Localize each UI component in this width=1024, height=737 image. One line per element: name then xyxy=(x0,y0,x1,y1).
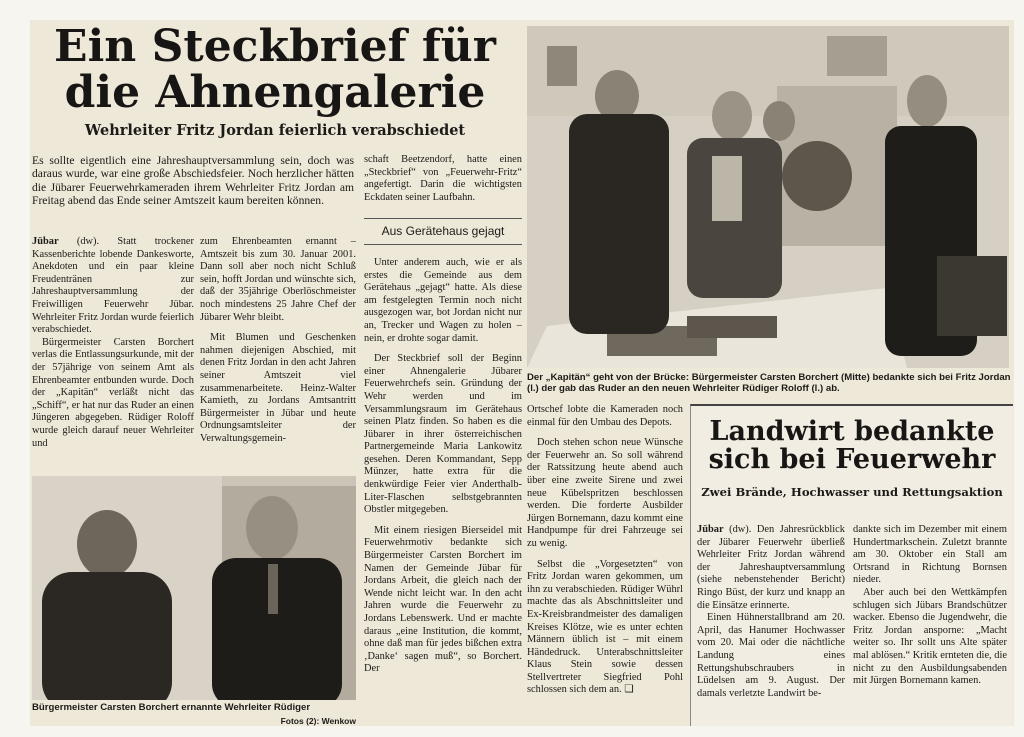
photo-appointment-caption: Bürgermeister Carsten Borchert ernannte Wehrleiter Rüdiger xyxy=(32,702,311,713)
photo-credit: Fotos (2): Wenkow xyxy=(280,716,356,726)
article2-col1-paragraph-2: Einen Hühnerstallbrand am 20. April, das Hanumer Hochwasser vom 20. Mai oder die nächtliche Landung eines Rettungshubschraubers in Lüdelsen am 9. August. Der damals verletzte Landwirt be- xyxy=(697,612,845,699)
article1-col4-paragraph-1: Ortschef lobte die Kameraden noch einmal für den Umbau des Depots. xyxy=(527,404,683,428)
article2-subheadline: Zwei Brände, Hochwasser und Rettungsaktion xyxy=(701,484,1003,499)
article2-column-2 xyxy=(853,524,1007,724)
article1-col3-subheading: Aus Gerätehaus gejagt xyxy=(364,218,522,245)
newspaper-clipping xyxy=(30,20,1014,726)
article2-box xyxy=(690,404,1013,726)
article1-col3-paragraph-2: Unter anderem auch, wie er als erstes die Gemeinde aus dem Gerätehaus „gejagt“ hatte. Als diese am festgelegten Termin noch nicht ausgezogen war, bot Jordan nicht nur an, Trecker und Wagen zu holen – nein, er drohte sogar damit. xyxy=(364,256,522,344)
article1-column-1 xyxy=(32,236,194,472)
article1-headline xyxy=(30,21,520,119)
article2-col1-paragraph-1: Jübar (dw). Den Jahresrückblick der Jübarer Feuerwehr überließ Wehrleiter Fritz Jordan während der Jahreshauptversammlung (siehe nebenstehender Bericht) Ringo Büst, der kurz und knapp an die Einsätze erinnerte. xyxy=(697,524,845,611)
photo-appointment-image xyxy=(32,476,356,700)
article1-col4-paragraph-3: Selbst die „Vorgesetzten“ von Fritz Jordan waren gekommen, um ihn zu verabschieden. Rüdiger Wührl machte das als Abschnittsleiter und Ex-Kreisbrandmeister des damaligen Kreises Klötze, wie es unter echten Männern üblich ist – mit einem Händedruck. Unterabschnittsleiter Klaus Stein sowie dessen Stellvertreter Siegfried Pohl schlossen sich dem an. ❏ xyxy=(527,558,683,696)
article1-headline-line2: die Ahnengalerie xyxy=(64,67,486,119)
article1-byline: Jübar xyxy=(32,236,59,247)
article1-col2-paragraph-2: Mit Blumen und Geschenken nahmen diejenigen Abschied, mit denen Fritz Jordan in den acht Jahren seiner Amtszeit viel zusammenarbeitete. Heinz-Walter Kamieth, zu Jordans Amtsantritt Bürgermeister in Jübar und heute Ordnungsamtsleiter der Verwaltungsgemein- xyxy=(200,332,356,444)
article1-col3-paragraph-1: schaft Beetzendorf, hatte einen „Steckbrief“ von „Feuerwehr-Fritz“ angefertigt. Darin die wichtigsten Eckdaten seiner Laufbahn. xyxy=(364,154,522,203)
article1-column-2 xyxy=(200,236,356,472)
article1-headline-block xyxy=(30,20,520,139)
article2-col2-paragraph-1: dankte sich im Dezember mit einem Hundertmarkschein. Zuletzt brannte am 30. Oktober ein Stall am Ortsrand in Richtung Bornsen nieder. xyxy=(853,524,1007,586)
article1-lead: Es sollte eigentlich eine Jahreshauptversammlung sein, doch was daraus wurde, war eine große Abschiedsfeier. Noch herzlicher hätten die Jübarer Feuerwehrkameraden ihrem Wehrleiter Fritz Jordan am Freitag abend das Ende seiner Amtszeit kaum bereiten können. xyxy=(32,154,354,208)
article2-byline: Jübar xyxy=(697,524,724,535)
photo-appointment xyxy=(32,476,356,700)
article1-col3-paragraph-4: Mit einem riesigen Bierseidel mit Feuerwehrmotiv bedankte sich Bürgermeister Carsten Borchert im Namen der Gemeinde Jübar für Jordans Arbeit, die gleich nach der Wende nicht leicht war. In den acht Jahren wurde die Feuerwehr zu Jordans Lebenswerk. Und er machte daraus „eine Institution, die kommt, ohne daß man für jedes bißchen extra ‚Danke‘ sagen muß“, so Borchert. Der xyxy=(364,524,522,675)
article1-col3-paragraph-3: Der Steckbrief soll der Beginn einer Ahnengalerie Jübarer Feuerwehrchefs sein. Gründung der Wehr werden und im Versammlungsraum im Gerätehaus seinen Platz finden. So haben es die Jübarer in ihrer österreichischen Partnergemeinde Maria Lankowitz gesehen. Deren Kommandant, Sepp Münzer, hatte extra für die denkwürdige Feier vier Anderthalb-Liter-Flaschen selbstgebrannten Obstler mitgegeben. xyxy=(364,353,522,516)
article1-column-4 xyxy=(527,404,683,726)
article1-col1-paragraph-1: Jübar (dw). Statt trockener Kassenberichte lobende Dankesworte, Anekdoten und ein paar kleine Freudentränen zur Jahreshauptversammlung der Freiwilligen Feuerwehr Jübar. Wehrleiter Fritz Jordan wurde feierlich verabschiedet. xyxy=(32,236,194,336)
article1-col2-paragraph-1: zum Ehrenbeamten ernannt – Amtszeit bis zum 30. Januar 2001. Dann soll aber noch nicht Schluß sein, hofft Jordan und wünschte sich, daß der 35jährige Oberlöschmeister noch mindestens 25 Jahre Chef der Jübarer Wehr bleibt. xyxy=(200,236,356,323)
article1-headline-line1: Ein Steckbrief für xyxy=(54,21,496,72)
photo-farewell-ceremony xyxy=(527,26,1009,368)
article2-headline-line1: Landwirt bedankte xyxy=(709,416,995,447)
article2-column-1 xyxy=(697,524,845,724)
article1-subheadline: Wehrleiter Fritz Jordan feierlich verabschiedet xyxy=(84,122,466,140)
photo-farewell-caption: Der „Kapitän“ geht von der Brücke: Bürgermeister Carsten Borchert (Mitte) bedankte sich bei Fritz Jordan (l.) der gab das Ruder an den neuen Wehrleiter Rüdiger Roloff (l.) ab. xyxy=(527,372,1011,395)
article1-col4-paragraph-2: Doch stehen schon neue Wünsche der Feuerwehr an. So soll während der Ratssitzung heute abend auch über eine zweite Sirene und zwei neue Kübelspritzen beschlossen werden. Die forderte Ausbilder Jürgen Bornemann, dazu kommt eine Handpumpe für drei Fahrzeuge sei zu wenig. xyxy=(527,437,683,549)
article1-column-3 xyxy=(364,154,522,726)
article2-headline xyxy=(691,418,1013,475)
article1-col1-paragraph-2: Bürgermeister Carsten Borchert verlas die Entlassungsurkunde, mit der der 57jährige von seinem Amt als Ehrenbeamter entbunden wurde. Doch der „Kapitän“ verläßt nicht das „Schiff“, er hat nur das Ruder an einen Jüngeren abgegeben. Rüdiger Roloff wurde gleich darauf neuer Wehrleiter und xyxy=(32,336,194,449)
article2-headline-line2: sich bei Feuerwehr xyxy=(708,444,996,476)
photo-farewell-ceremony-image xyxy=(527,26,1009,368)
article2-col2-paragraph-2: Aber auch bei den Wettkämpfen schlugen sich Jübars Brandschützer wacker. Ebenso die Jugendwehr, die Fritz Jordan ansporne: „Macht weiter so. Ihr sollt uns Alte später mal ablösen.“ Kritik ernteten die, die nicht zu den Ausbildungsabenden mit Jürgen Bornemann kamen. xyxy=(853,586,1007,687)
